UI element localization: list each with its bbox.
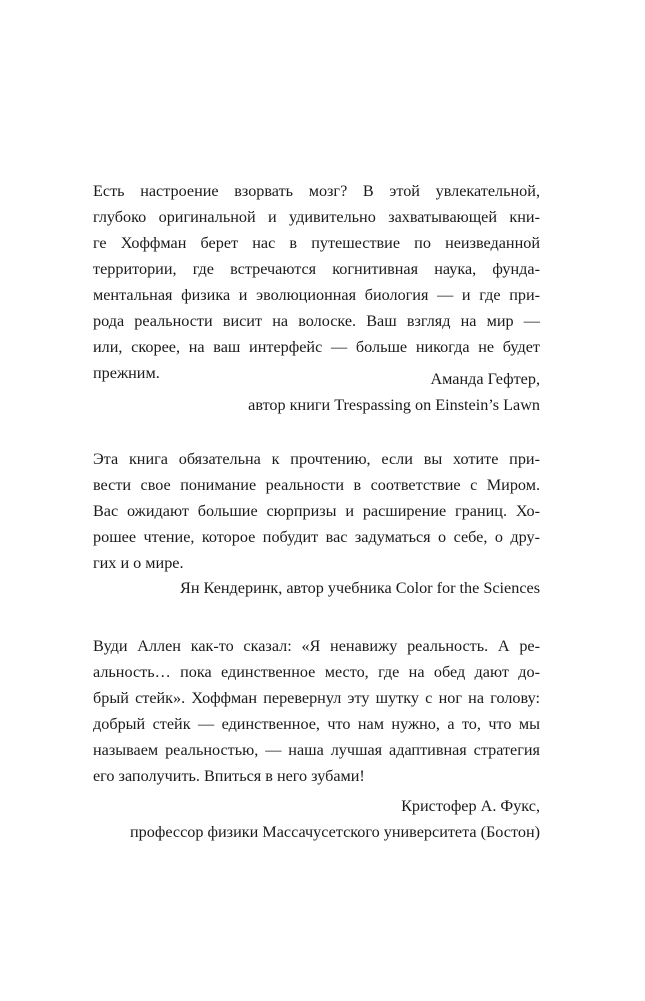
quote-line: Вас ожидают большие сюрпризы и расширение границ. Хо- (93, 502, 540, 520)
quote-line: добрый стейк — единственное, что нам нужно, а то, что мы (93, 715, 540, 733)
quote-line: ментальная физика и эволюционная биология — и где при- (93, 286, 540, 304)
quote-1 (93, 178, 540, 386)
quote-3 (93, 633, 540, 789)
quote-line: Есть настроение взорвать мозг? В этой увлекательной, (93, 182, 540, 200)
quote-line: Вуди Аллен как-то сказал: «Я ненавижу реальность. А ре- (93, 637, 540, 655)
quote-line: вести свое понимание реальности в соответствие с Миром. (93, 476, 540, 494)
quote-line: брый стейк». Хоффман перевернул эту шутку с ног на голову: (93, 689, 540, 707)
quote-line: рода реальности висит на волоске. Ваш взгляд на мир — (93, 312, 540, 330)
attribution-1 (93, 366, 540, 418)
attribution-name: Ян Кендеринк, автор учебника Color for the Sciences (180, 579, 540, 597)
quote-line: прежним. (93, 364, 160, 382)
attribution-name: Аманда Гефтер, (430, 370, 540, 388)
quote-line: территории, где встречаются когнитивная наука, фунда- (93, 260, 540, 278)
quote-line: альность… пока единственное место, где на обед дают до- (93, 663, 540, 681)
attribution-detail: автор книги Trespassing on Einstein’s Lawn (248, 396, 540, 414)
quote-2 (93, 446, 540, 576)
quote-line: или, скорее, на ваш интерфейс — больше никогда не будет (93, 338, 540, 356)
attribution-2 (93, 575, 540, 601)
quote-line: рошее чтение, которое побудит вас задуматься о себе, о дру- (93, 528, 540, 546)
quote-line: глубоко оригинальной и удивительно захватывающей кни- (93, 208, 540, 226)
attribution-name: Кристофер А. Фукс, (401, 797, 540, 815)
quote-line: гих и о мире. (93, 554, 184, 572)
quote-line: Эта книга обязательна к прочтению, если вы хотите при- (93, 450, 540, 468)
quote-line: его заполучить. Впиться в него зубами! (93, 767, 365, 785)
quote-line: называем реальностью, — наша лучшая адаптивная стратегия (93, 741, 540, 759)
attribution-3 (93, 793, 540, 845)
quote-line: ге Хоффман берет нас в путешествие по неизведанной (93, 234, 540, 252)
attribution-detail: профессор физики Массачусетского университета (Бостон) (130, 823, 540, 841)
